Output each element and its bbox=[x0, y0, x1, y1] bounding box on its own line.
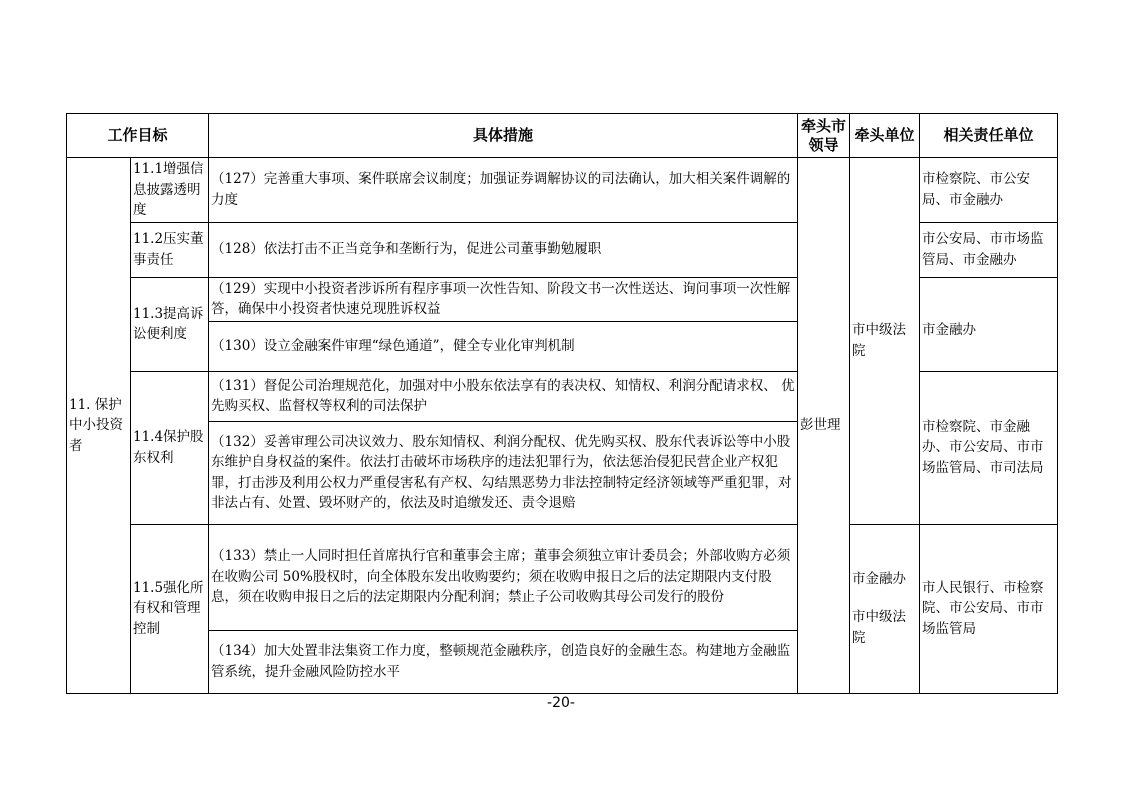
measure-cell: （130）设立金融案件审理“绿色通道”，健全专业化审判机制 bbox=[209, 321, 798, 371]
page-number: -20- bbox=[547, 695, 575, 711]
subgoal-cell: 11.2压实董事责任 bbox=[131, 222, 209, 277]
header-lead-leader: 牵头市领导 bbox=[798, 114, 850, 158]
lead-leader-cell: 彭世理 bbox=[798, 158, 850, 694]
lead-unit-cell: 市中级法院 bbox=[850, 158, 920, 525]
related-units-cell: 市公安局、市市场监管局、市金融办 bbox=[920, 222, 1058, 277]
related-units-cell: 市人民银行、市检察院、市公安局、市市场监管局 bbox=[920, 524, 1058, 693]
header-related-units: 相关责任单位 bbox=[920, 114, 1058, 158]
header-goal: 工作目标 bbox=[67, 114, 209, 158]
table-header-row bbox=[67, 114, 1058, 158]
measure-cell: （133）禁止一人同时担任首席执行官和董事会主席；董事会须独立审计委员会；外部收购方必须在收购公司 50%股权时，向全体股东发出收购要约；须在收购申报日之后的法定期限内支付股息，须在收购申报日之后的法定期限内分配利润；禁止子公司收购其母公司发行的股份 bbox=[209, 524, 798, 630]
subgoal-cell: 11.1增强信息披露透明度 bbox=[131, 158, 209, 223]
goal-cell: 11. 保护中小投资者 bbox=[67, 158, 131, 694]
measure-cell: （127）完善重大事项、案件联席会议制度；加强证券调解协议的司法确认，加大相关案件调解的力度 bbox=[209, 158, 798, 223]
subgoal-cell: 11.5强化所有权和管理控制 bbox=[131, 524, 209, 693]
measure-cell: （128）依法打击不正当竞争和垄断行为，促进公司董事勤勉履职 bbox=[209, 222, 798, 277]
header-lead-unit: 牵头单位 bbox=[850, 114, 920, 158]
table-row bbox=[67, 524, 1058, 630]
table-row bbox=[67, 158, 1058, 223]
subgoal-cell: 11.3提高诉讼便利度 bbox=[131, 277, 209, 371]
lead-unit-cell bbox=[850, 524, 920, 693]
header-measures: 具体措施 bbox=[209, 114, 798, 158]
lead-unit-court: 市中级法院 bbox=[852, 609, 907, 646]
related-units-cell: 市金融办 bbox=[920, 277, 1058, 371]
measure-cell: （131）督促公司治理规范化，加强对中小股东依法享有的表决权、知情权、利润分配请求权、 优先购买权、监督权等权利的司法保护 bbox=[209, 371, 798, 421]
measures-table bbox=[66, 113, 1058, 694]
related-units-cell: 市检察院、市公安局、市金融办 bbox=[920, 158, 1058, 223]
related-units-cell: 市检察院、市金融办、市公安局、市市场监管局、市司法局 bbox=[920, 371, 1058, 524]
measure-cell: （134）加大处置非法集资工作力度，整顿规范金融秩序，创造良好的金融生态。构建地方金融监管系统，提升金融风险防控水平 bbox=[209, 630, 798, 693]
lead-unit-finance: 市金融办 bbox=[852, 570, 907, 587]
measure-cell: （132）妥善审理公司决议效力、股东知情权、利润分配权、优先购买权、股东代表诉讼等中小股东维护自身权益的案件。依法打击破坏市场秩序的违法犯罪行为，依法惩治侵犯民营企业产权犯罪，打击涉及利用公权力严重侵害私有产权、勾结黑恶势力非法控制特定经济领域等严重犯罪，对非法占有、处置、毁坏财产的，依法及时追缴发还、责令退赔 bbox=[209, 421, 798, 524]
measure-cell: （129）实现中小投资者涉诉所有程序事项一次性告知、阶段文书一次性送达、询问事项一次性解答，确保中小投资者快速兑现胜诉权益 bbox=[209, 277, 798, 321]
subgoal-cell: 11.4保护股东权利 bbox=[131, 371, 209, 524]
